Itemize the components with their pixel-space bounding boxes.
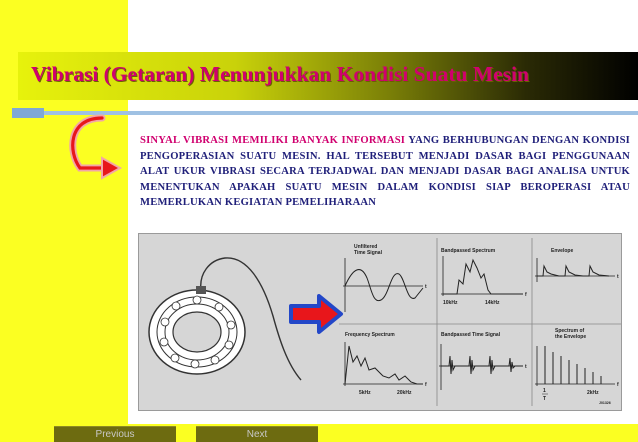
vibration-diagram bbox=[138, 233, 622, 411]
vibration-diagram-graphic bbox=[139, 234, 621, 410]
next-button[interactable]: Next bbox=[196, 426, 318, 442]
figure-code: J01326 bbox=[599, 401, 611, 405]
panel-title: Unfiltered bbox=[354, 244, 378, 250]
tick-label: 14kHz bbox=[485, 300, 500, 306]
axis-label: f bbox=[617, 382, 619, 388]
panel-title: the Envelope bbox=[555, 334, 587, 340]
previous-button[interactable]: Previous bbox=[54, 426, 176, 442]
tick-label: 5kHz bbox=[359, 390, 371, 396]
tick-label: T bbox=[543, 396, 547, 402]
tick-label: 20kHz bbox=[397, 390, 412, 396]
title-underline-block bbox=[12, 108, 44, 118]
panel-title: Bandpassed Time Signal bbox=[441, 332, 501, 338]
body-rest: YANG BERHUBUNGAN DENGAN KONDISI PENGOPERASIAN SUATU MESIN. HAL TERSEBUT MENJADI DASAR BAGI PENGGUNAAN ALAT UKUR VIBRASI SECARA TERJADWAL DAN MENJADI DASAR BAGI ANALISA UNTUK MENENTUKAN APAKAH SUATU MESIN DALAM KONDISI SIAP BEROPERASI ATAU MEMERLUKAN KEGIATAN PEMELIHARAAN bbox=[140, 135, 630, 208]
axis-label: f bbox=[525, 292, 527, 298]
panel-title: Frequency Spectrum bbox=[345, 332, 395, 338]
curved-arrow-icon bbox=[62, 112, 128, 194]
tick-label: 2kHz bbox=[587, 390, 599, 396]
body-highlight: SINYAL VIBRASI MEMILIKI BANYAK INFORMASI bbox=[140, 135, 406, 146]
axis-label: f bbox=[425, 382, 427, 388]
axis-label: t bbox=[425, 284, 427, 290]
slide-title: Vibrasi (Getaran) Menunjukkan Kondisi Suatu Mesin bbox=[31, 62, 529, 86]
tick-label: 1 bbox=[543, 388, 546, 394]
panel-title: Spectrum of bbox=[555, 328, 585, 334]
slide-body-text bbox=[140, 133, 630, 211]
axis-label: t bbox=[617, 274, 619, 280]
axis-label: t bbox=[525, 364, 527, 370]
tick-label: 10kHz bbox=[443, 300, 458, 306]
panel-title: Time Signal bbox=[354, 250, 382, 256]
panel-title: Envelope bbox=[551, 248, 574, 254]
panel-title: Bandpassed Spectrum bbox=[441, 248, 496, 254]
